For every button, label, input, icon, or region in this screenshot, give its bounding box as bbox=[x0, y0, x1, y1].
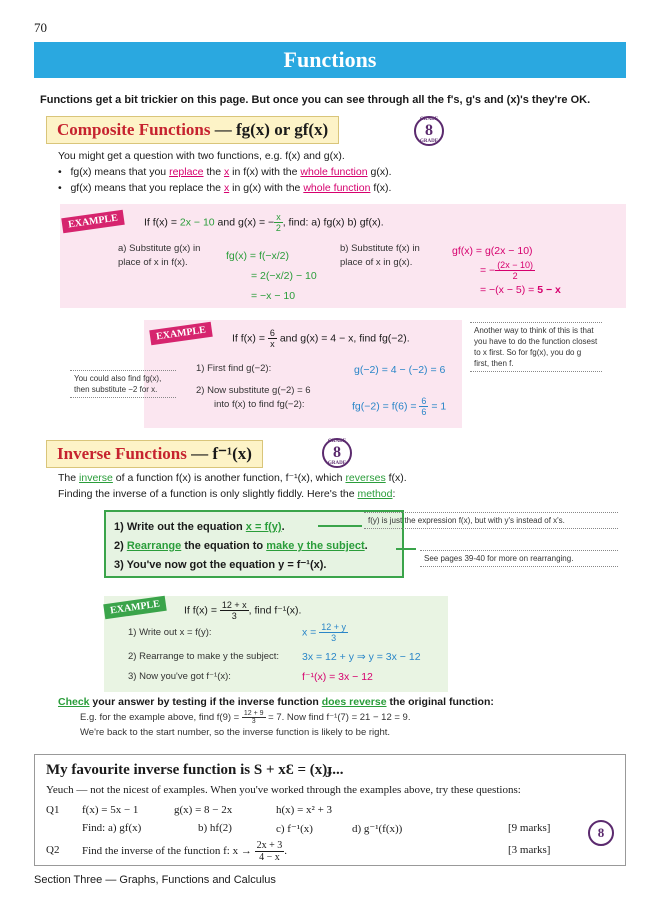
check-example: E.g. for the example above, find f(9) = $\frac{12 + 9}{3}$ = 7. Now find f⁻¹(7) = 21 − 12 = 9. bbox=[80, 710, 411, 725]
example-1a-label: a) Substitute g(x) in place of x in f(x). bbox=[118, 243, 201, 268]
inverse-body: The inverse of a function f(x) is another function, f⁻¹(x), which reverses f(x). Finding the inverse of a function is only slightly fiddly. Here's the method: bbox=[58, 472, 407, 500]
q1-marks: [9 marks] bbox=[508, 822, 551, 834]
questions-intro: Yeuch — not the nicest of examples. When you've worked through the examples above, try these questions: bbox=[46, 784, 521, 796]
grade-badge: GRADE 8 GRADE bbox=[414, 116, 444, 146]
check-conclusion: We're back to the start number, so the inverse function is likely to be right. bbox=[80, 727, 391, 738]
example-3-tag: EXAMPLE bbox=[103, 596, 166, 619]
note-left: You could also find fg(x), then substitute −2 for x. bbox=[70, 370, 176, 398]
grade-badge-2: GRADE 8 GRADE bbox=[322, 438, 352, 468]
example-2-step1: 1) First find g(−2): bbox=[196, 363, 272, 374]
example-3-step3: 3) Now you've got f⁻¹(x): bbox=[128, 671, 231, 682]
example-2-tag: EXAMPLE bbox=[149, 322, 212, 345]
check-line: Check your answer by testing if the inverse function does reverse the original function: bbox=[58, 696, 494, 708]
q1-d: d) g⁻¹(f(x)) bbox=[352, 823, 403, 835]
note-rearranging: See pages 39-40 for more on rearranging. bbox=[420, 550, 618, 567]
grade-badge-3: 8 bbox=[588, 820, 614, 846]
example-1-tag: EXAMPLE bbox=[61, 210, 124, 233]
composite-body: You might get a question with two functions, e.g. f(x) and g(x). • fg(x) means that you replace the x in f(x) with the whole function g(x). • gf(x) means that you replace the x in g(x) with the whole function f(x). bbox=[58, 150, 392, 194]
example-2-step1-answer: g(−2) = 4 − (−2) = 6 bbox=[354, 364, 446, 376]
example-1b-working: gf(x) = g(2x − 10) = − $\frac{(2x - 10)}{2}$ = −(x − 5) = 5 − x bbox=[452, 245, 561, 296]
example-1b-label: b) Substitute f(x) in place of x in g(x). bbox=[340, 243, 420, 268]
q1-c: c) f⁻¹(x) bbox=[276, 823, 313, 835]
arrow-2 bbox=[396, 548, 416, 550]
arrow-1 bbox=[318, 525, 362, 527]
method-steps: 1) Write out the equation x = f(y). 2) Rearrange the equation to make y the subject. 3) You've now got the equation y = f⁻¹(x). bbox=[114, 521, 368, 571]
example-3-step2-answer: 3x = 12 + y ⇒ y = 3x − 12 bbox=[302, 651, 421, 663]
q2-text: Find the inverse of the function f: x → $\frac{2x + 3}{4 - x}$ . bbox=[82, 840, 287, 863]
example-1-question: If f(x) = 2x − 10 and g(x) = − $\frac{x}{2}$ , find: a) fg(x) b) gf(x). bbox=[144, 212, 384, 233]
q2-marks: [3 marks] bbox=[508, 844, 551, 856]
example-2-step2-answer: fg(−2) = f(6) = $\frac{6}{6}$ = 1 bbox=[352, 396, 447, 417]
example-2-step2: 2) Now substitute g(−2) = 6 into f(x) to find fg(−2): bbox=[196, 385, 311, 410]
inverse-heading: Inverse Functions — f⁻¹(x) bbox=[46, 440, 263, 468]
example-2-question: If f(x) = $\frac{6}{x}$ and g(x) = 4 − x, find fg(−2). bbox=[232, 328, 410, 349]
q2-label: Q2 bbox=[46, 844, 60, 856]
example-3-step3-answer: f⁻¹(x) = 3x − 12 bbox=[302, 671, 373, 683]
questions-heading: My favourite inverse function is S + xƐ = (x)ɟ... bbox=[46, 762, 344, 778]
q1-f: f(x) = 5x − 1 bbox=[82, 804, 139, 816]
q1-b: b) hf(2) bbox=[198, 822, 232, 834]
example-3-step1-answer: x = $\frac{12 + y}{3}$ bbox=[302, 622, 346, 643]
footer: Section Three — Graphs, Functions and Calculus bbox=[34, 874, 276, 886]
note-right: Another way to think of this is that you have to do the function closest to x first. So for fg(x), you do g first, then f. bbox=[470, 322, 602, 372]
example-3-step1: 1) Write out x = f(y): bbox=[128, 627, 212, 638]
intro-text: Functions get a bit trickier on this page. But once you can see through all the f's, g's and (x)'s they're OK. bbox=[40, 94, 591, 106]
q1-find-a: Find: a) gf(x) bbox=[82, 822, 142, 834]
page-title: Functions bbox=[34, 42, 626, 78]
note-fy: f(y) is just the expression f(x), but with y's instead of x's. bbox=[364, 512, 618, 529]
page-number: 70 bbox=[34, 20, 47, 35]
q1-label: Q1 bbox=[46, 804, 60, 816]
composite-heading: Composite Functions — fg(x) or gf(x) bbox=[46, 116, 339, 144]
example-3-question: If f(x) = $\frac{12 + x}{3}$ , find f⁻¹(x). bbox=[184, 600, 302, 621]
example-1a-working: fg(x) = f(−x/2) = 2(−x/2) − 10 = −x − 10 bbox=[226, 250, 317, 302]
q1-h: h(x) = x² + 3 bbox=[276, 804, 333, 816]
example-3-step2: 2) Rearrange to make y the subject: bbox=[128, 651, 280, 662]
q1-g: g(x) = 8 − 2x bbox=[174, 804, 233, 816]
